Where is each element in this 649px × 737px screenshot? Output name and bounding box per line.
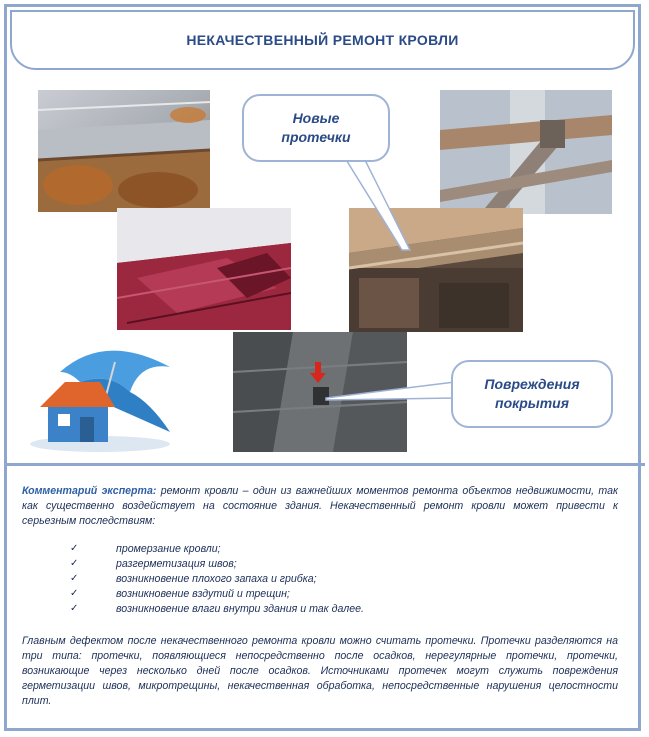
check-icon: ✓ [70, 558, 79, 570]
down-arrow-icon [310, 362, 326, 384]
callout-coating-damage: Повреждения покрытия [451, 360, 613, 428]
photo-house-umbrella [20, 332, 180, 456]
check-icon: ✓ [70, 543, 79, 555]
photo-rusty-roof [38, 90, 210, 212]
page-title: НЕКАЧЕСТВЕННЫЙ РЕМОНТ КРОВЛИ [186, 32, 459, 48]
comment-paragraph: Главным дефектом после некачественного ремонта кровли можно считать протечки. Протечки разделяются на три типа: протечки, появляющиеся непосредственно после осадков, нерегулярные протечки, протечки, возникающие через несколько дней после осадков. Источниками протечек могут служить повреждения герметизации швов, микротрещины, некачественная обработка, непосредственные нарушения целостности плит. [22, 635, 618, 707]
check-icon: ✓ [70, 587, 79, 599]
comment-intro: Комментарий эксперта: ремонт кровли – один из важнейших моментов ремонта объектов недвижимости, так как существенно воздействует на состояние здания. Некачественный ремонт кровли может привести к серьезным последствиям: [22, 485, 618, 527]
expert-comment [22, 484, 618, 708]
check-icon: ✓ [70, 602, 79, 614]
photo-wooden-rafters [349, 208, 523, 332]
comment-lead: Комментарий эксперта: [22, 485, 157, 497]
page-header [10, 10, 635, 70]
photo-slate-roof [233, 332, 407, 452]
section-divider [4, 463, 645, 466]
photo-steel-beams [440, 90, 612, 214]
list-item: ✓ возникновение вздутий и трещин; [22, 587, 618, 602]
list-item: ✓ промерзание кровли; [22, 542, 618, 557]
check-icon: ✓ [70, 572, 79, 584]
list-item: ✓ возникновение влаги внутри здания и так далее. [22, 602, 618, 617]
list-item: ✓ разгерметизация швов; [22, 557, 618, 572]
callout-new-leaks: Новые протечки [242, 94, 390, 162]
consequences-list [22, 542, 618, 616]
list-item: ✓ возникновение плохого запаха и грибка; [22, 572, 618, 587]
photo-red-metal-roof [117, 208, 291, 330]
